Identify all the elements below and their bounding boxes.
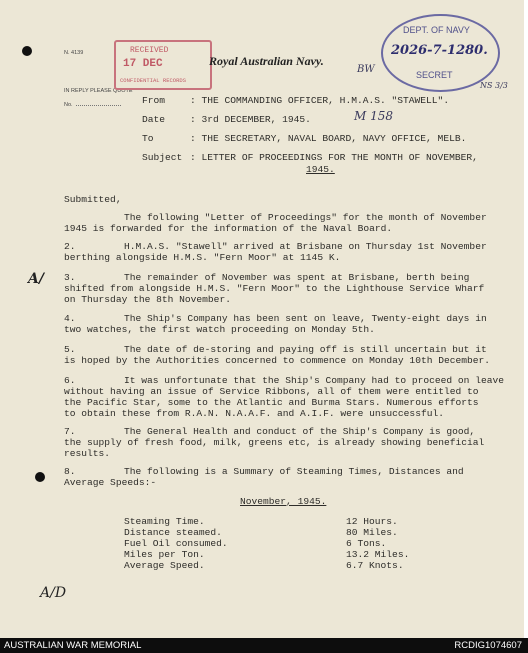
paragraph-8-number: 8. — [64, 466, 76, 477]
paragraph-6-number: 6. — [64, 375, 76, 386]
paragraph-1-line: 1945 is forwarded for the information of the Naval Board. — [64, 223, 393, 234]
paragraph-4-number: 4. — [64, 313, 76, 324]
paragraph-3-number: 3. — [64, 272, 76, 283]
paragraph-8-line: The following is a Summary of Steaming Times, Distances and — [124, 466, 464, 477]
form-number: N. 4139 — [64, 50, 84, 56]
subject-label: Subject — [142, 152, 183, 163]
dept-stamp-number: 2026-7-1280. — [391, 43, 488, 58]
paragraph-6-line: It was unfortunate that the Ship's Company had to proceed on leave — [124, 375, 504, 386]
paragraph-7-line: the supply of fresh food, milk, greens etc, is already showing beneficial — [64, 437, 485, 448]
summary-row-label: Miles per Ton. — [124, 549, 205, 560]
punch-hole — [35, 472, 45, 482]
paragraph-1-line: The following "Letter of Proceedings" for the month of November — [124, 212, 487, 223]
handwritten-note: A/D — [40, 585, 67, 601]
paragraph-5-line: is hoped by the Authorities concerned to commence on Monday 10th December. — [64, 355, 491, 366]
summary-row-value: 13.2 Miles. — [346, 549, 410, 560]
received-stamp-top: RECEIVED — [130, 46, 169, 55]
subject-continuation: 1945. — [306, 164, 335, 175]
summary-row-label: Distance steamed. — [124, 527, 222, 538]
date-value: : 3rd DECEMBER, 1945. — [190, 114, 311, 125]
paragraph-5-line: The date of de-storing and paying off is still uncertain but it — [124, 344, 487, 355]
from-label: From — [142, 95, 166, 106]
paragraph-7-line: The General Health and conduct of the Ship's Company is good, — [124, 426, 476, 437]
received-stamp — [114, 40, 212, 90]
handwritten-note: A/ — [28, 271, 44, 287]
paragraph-5-number: 5. — [64, 344, 76, 355]
paragraph-6-line: the Pacific Star, some to the Atlantic and Burma Stars. Numerous efforts — [64, 397, 479, 408]
punch-hole — [22, 46, 32, 56]
reference-number-label: No. — [64, 102, 73, 108]
paragraph-8-line: Average Speeds:- — [64, 477, 157, 488]
reply-prompt: IN REPLY PLEASE QUOTE — [64, 88, 133, 94]
summary-row-value: 80 Miles. — [346, 527, 398, 538]
subject-value: : LETTER OF PROCEEDINGS FOR THE MONTH OF NOVEMBER, — [190, 152, 478, 163]
handwritten-note: M 158 — [354, 109, 394, 123]
paragraph-2-number: 2. — [64, 241, 76, 252]
to-value: : THE SECRETARY, NAVAL BOARD, NAVY OFFICE, MELB. — [190, 133, 467, 144]
paragraph-3-line: shifted from alongside H.M.S. "Fern Moor" to the Lighthouse Service Wharf — [64, 283, 485, 294]
letterhead-title: Royal Australian Navy. — [209, 54, 324, 68]
paragraph-3-line: on Thursday the 8th November. — [64, 294, 231, 305]
summary-row-value: 6 Tons. — [346, 538, 387, 549]
paragraph-6-line: to obtain these from R.A.N. N.A.A.F. and A.I.F. were unsuccessful. — [64, 408, 444, 419]
paragraph-7-number: 7. — [64, 426, 76, 437]
handwritten-note: NS 3/3 — [480, 81, 508, 90]
summary-row-label: Average Speed. — [124, 560, 205, 571]
dept-stamp-bottom: SECRET — [416, 70, 453, 80]
handwritten-note: BW — [357, 64, 375, 75]
summary-row-label: Fuel Oil consumed. — [124, 538, 228, 549]
date-label: Date — [142, 114, 166, 125]
salutation: Submitted, — [64, 194, 122, 205]
paragraph-4-line: two watches, the first watch proceeding on Monday 5th. — [64, 324, 375, 335]
dept-stamp-top: DEPT. OF NAVY — [403, 25, 470, 35]
archive-footer — [0, 638, 528, 653]
summary-row-value: 12 Hours. — [346, 516, 398, 527]
from-value: : THE COMMANDING OFFICER, H.M.A.S. "STAWELL". — [190, 95, 450, 106]
paragraph-7-line: results. — [64, 448, 111, 459]
paragraph-3-line: The remainder of November was spent at Brisbane, berth being — [124, 272, 470, 283]
paragraph-2-line: berthing alongside H.M.S. "Fern Moor" at 1145 K. — [64, 252, 341, 263]
reference-number-line — [76, 105, 121, 106]
received-stamp-bottom: CONFIDENTIAL RECORDS — [120, 77, 187, 84]
paragraph-4-line: The Ship's Company has been sent on leave, Twenty-eight days in — [124, 313, 487, 324]
summary-row-label: Steaming Time. — [124, 516, 205, 527]
footer-institution: AUSTRALIAN WAR MEMORIAL — [4, 640, 142, 651]
footer-record-id: RCDIG1074607 — [454, 640, 522, 651]
paragraph-2-line: H.M.A.S. "Stawell" arrived at Brisbane on Thursday 1st November — [124, 241, 487, 252]
summary-heading: November, 1945. — [240, 496, 327, 507]
received-stamp-date: 17 DEC — [123, 58, 163, 70]
summary-row-value: 6.7 Knots. — [346, 560, 404, 571]
to-label: To — [142, 133, 154, 144]
paragraph-6-line: without having an issue of Service Ribbons, all of them were entitled to — [64, 386, 479, 397]
